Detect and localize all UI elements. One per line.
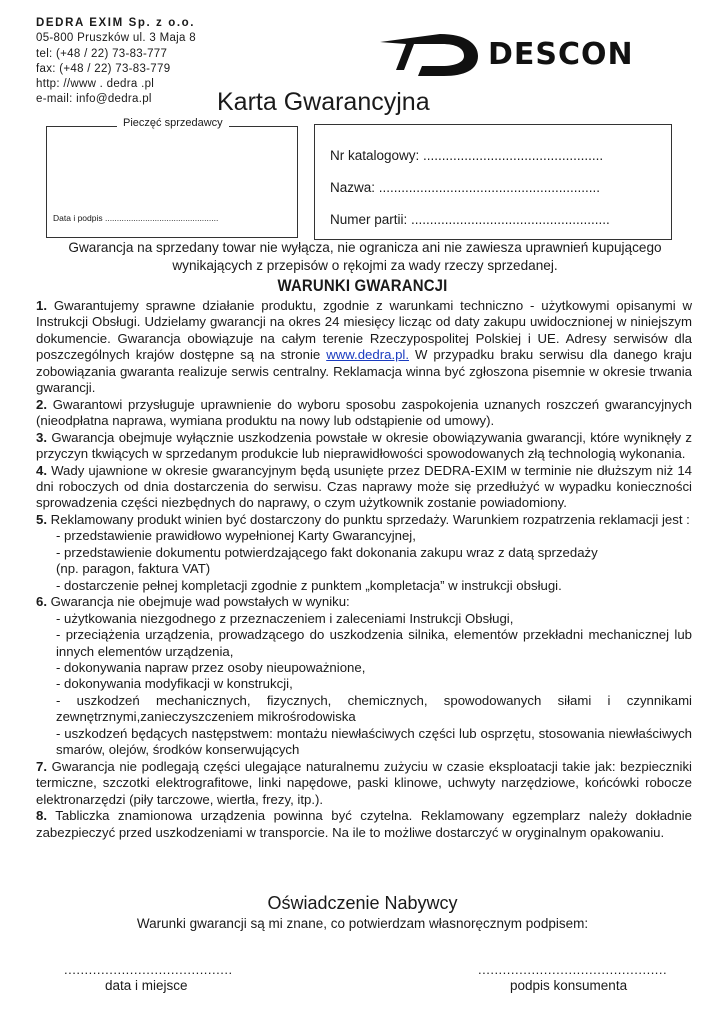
consumer-signature-label: podpis konsumenta xyxy=(510,978,628,993)
seller-date-signature: Data i podpis ................................................ xyxy=(53,213,219,223)
term-3: 3. Gwarancja obejmuje wyłącznie uszkodzenia powstałe w okresie obowiązywania gwarancji, które wyniknęły z przyczyn tkwiących w sprzedanym produkcie lub nieprawidłowości spowodowanych złą technologią wykonania. xyxy=(36,429,692,462)
company-email: e-mail: info@dedra.pl xyxy=(36,93,152,106)
term-6-item: - użytkowania niezgodnego z przeznaczeniem i zaleceniami Instrukcji Obsługi, xyxy=(56,610,514,626)
intro-text: Gwarancja na sprzedany towar nie wyłącza, nie ogranicza ani nie zawiesza uprawnień kupującego wynikających z przepisów o rękojmi za wady rzeczy sprzedanej. xyxy=(68,240,662,273)
company-info xyxy=(36,16,196,108)
term-6-item: - uszkodzeń będących następstwem: montażu niewłaściwych części lub osprzętu, stosowania niewłaściwych smarów, olejów, środków konserwujących xyxy=(56,725,692,758)
signature-line: .............................................. xyxy=(478,962,668,977)
term-5-item: - dostarczenie pełnej kompletacji zgodnie z punktem „kompletacja” w instrukcji obsługi. xyxy=(56,577,562,593)
logo-text: DESCON xyxy=(488,37,634,72)
term-1: 1. Gwarantujemy sprawne działanie produktu, zgodnie z warunkami techniczno - użytkowymi opisanymi w Instrukcji Obsługi. Udzielamy gwarancji na okres 24 miesięcy licząc od daty zakupu uwidocznionej w niniejszym dokumencie. Gwarancja obowiązuje na całym terenie Rzeczypospolitej Polskiej i UE. Adresy serwisów dla poszczególnych krajów dostępne są na stronie www.dedra.pl. W przypadku braku serwisu dla danego kraju zobowiązania gwaranta realizuje serwis centralny. Reklamacja winna być zgłoszona pisemnie w okresie trwania gwarancji. xyxy=(36,298,692,396)
conditions-heading: WARUNKI GWARANCJI xyxy=(277,276,448,295)
company-address: 05-800 Pruszków ul. 3 Maja 8 xyxy=(36,32,196,45)
term-5-item: - przedstawienie dokumentu potwierdzającego fakt dokonania zakupu wraz z datą sprzedaży xyxy=(56,544,598,560)
dedra-link[interactable]: www.dedra.pl. xyxy=(326,347,410,363)
catalog-number-field: Nr katalogowy: ................................................ xyxy=(330,148,604,163)
term-5-item: - przedstawienie prawidłowo wypełnionej Karty Gwarancyjnej, xyxy=(56,528,416,544)
term-6-item: - dokonywania napraw przez osoby nieupoważnione, xyxy=(56,659,366,675)
page-title: Karta Gwarancyjna xyxy=(217,88,430,116)
term-6-item: - uszkodzeń mechanicznych, fizycznych, chemicznych, spowodowanych siłami i czynnikami zewnętrznymi,zanieczyszczeniem mikrośrodowiska xyxy=(56,692,692,725)
descon-logo xyxy=(378,30,694,78)
company-tel: tel: (+48 / 22) 73-83-777 xyxy=(36,47,168,60)
term-7: 7. Gwarancja nie podlegają części ulegające naturalnemu zużyciu w czasie eksploatacji takie jak: bezpieczniki termiczne, szczotki elektrografitowe, linki napędowe, paski klinowe, uchwyty narzędziowe, końcówki robocze elektronarzędzi (piły tarczowe, wiertła, frezy, itp.). xyxy=(36,758,692,807)
term-2: 2. Gwarantowi przysługuje uprawnienie do wyboru sposobu zaspokojenia uznanych roszczeń gwarancyjnych (nieodpłatna naprawa, wymiana produktu na nowy lub odstąpienie od umowy). xyxy=(36,396,692,429)
warranty-terms xyxy=(36,298,692,841)
date-place-label: data i miejsce xyxy=(105,978,188,993)
term-4: 4. Wady ujawnione w okresie gwarancyjnym będą usunięte przez DEDRA-EXIM w terminie nie dłuższym niż 14 dni roboczych od dnia dostarczenia do serwisu. Czas naprawy może się przedłużyć w wypadku konieczności sprowadzenia części niezbędnych do naprawy, o czym użytkownik zostanie powiadomiony. xyxy=(36,462,692,511)
term-5-item: (np. paragon, faktura VAT) xyxy=(56,561,211,577)
term-6-item: - przeciążenia urządzenia, prowadzącego do uszkodzenia silnika, elementów przekładni mechanicznej lub innych elementów urządzenia, xyxy=(56,627,692,659)
batch-number-field: Numer partii: ..................................................... xyxy=(330,212,610,227)
declaration-title: Oświadczenie Nabywcy xyxy=(267,893,458,913)
term-6: 6. Gwarancja nie obejmuje wad powstałych w wyniku: xyxy=(36,594,350,610)
company-name: DEDRA EXIM Sp. z o.o. xyxy=(36,17,196,29)
term-6-item: - dokonywania modyfikacji w konstrukcji, xyxy=(56,676,293,692)
declaration-text: Warunki gwarancji są mi znane, co potwierdzam własnoręcznym podpisem: xyxy=(136,916,589,931)
product-name-field: Nazwa: ........................................................... xyxy=(330,180,601,195)
date-place-line: ......................................... xyxy=(64,962,233,977)
logo-mark-icon xyxy=(378,30,694,78)
term-5: 5. Reklamowany produkt winien być dostarczony do punktu sprzedaży. Warunkiem rozpatrzenia reklamacji jest : xyxy=(36,511,690,527)
seller-stamp-label: Pieczęć sprzedawcy xyxy=(117,117,229,129)
term-8: 8. Tabliczka znamionowa urządzenia powinna być czytelna. Reklamowany egzemplarz należy dokładnie zabezpieczyć przed uszkodzeniami w transporcie. Na ile to możliwe dostarczyć w oryginalnym opakowaniu. xyxy=(36,808,692,840)
company-website: http: //www . dedra .pl xyxy=(36,78,155,91)
company-fax: fax: (+48 / 22) 73-83-779 xyxy=(36,62,171,75)
